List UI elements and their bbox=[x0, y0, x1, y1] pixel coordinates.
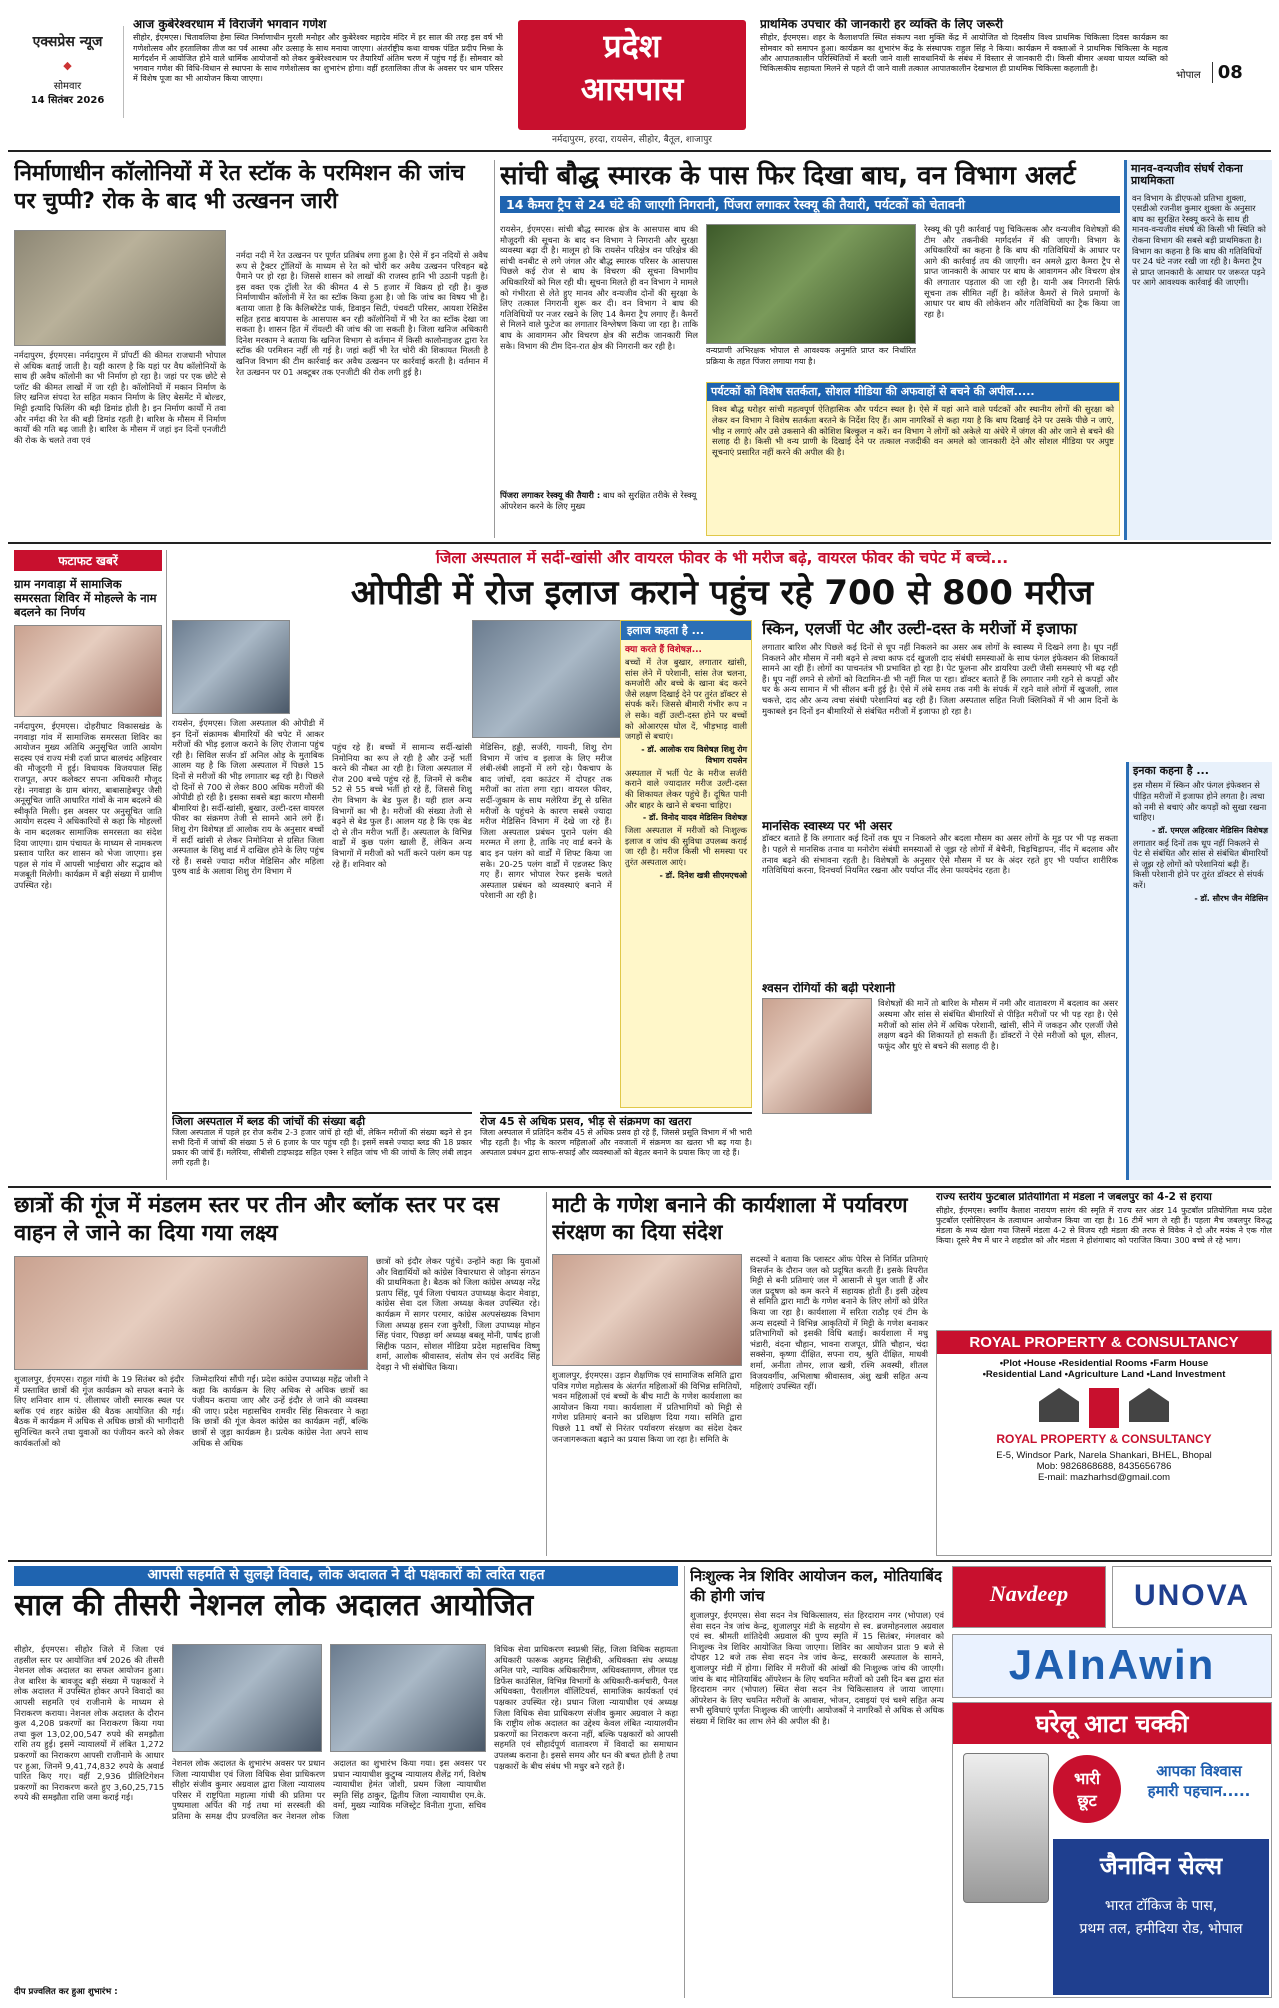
unova-logo: UNOVA bbox=[1133, 1579, 1251, 1612]
resp-section bbox=[762, 982, 1118, 1180]
eye-text: शुजालपुर, ईएमएस। सेवा सदन नेत्र चिकित्सालय, संत हिरदाराम नगर (भोपाल) एवं सेवा सदन नेत्र जांच केन्द्र, शुजालपुर मंडी के सहयोग से स्व. ब्रजमोहनलाल अग्रवाल एवं स्व. श्रीमती शांतिदेवी अग्रवाल की पुण्य स्मृति में 15 सितंबर, मंगलवार को निःशुल्क नेत्र शिविर आयोजित किया जाएगा। शिविर का आयोजन प्रातः 9 बजे से दोपहर 12 बजे तक सेवा सदन नेत्र जांच केन्द्र, सरकारी अस्पताल के सामने, शुजालपुर मंडी में होगा। शिविर में मरीजों की आंखों की निःशुल्क जांच की जाएगी। जांच के बाद मोतियाबिंद ऑपरेशन के लिए चयनित मरीजों को उसी दिन बस द्वारा संत हिरदाराम नगर (भोपाल) स्थित सेवा सदन नेत्र चिकित्सालय ले जाया जाएगा। ऑपरेशन के लिए चयनित मरीजों के आवास, भोजन, दवाइयां एवं चश्मे सहित अन्य सभी सुविधाएं पूर्णतः निःशुल्क की जाएंगी। आयोजकों ने नागरिकों से अधिक से अधिक संख्या में शिविर का लाभ लेने की अपील की है। bbox=[690, 1610, 944, 1726]
hospital-doctor-text-1: बच्चों में तेज बुखार, लगातार खांसी, सांस लेने में परेशानी, सांस तेज चलना, कमजोरी और बच्चे के खाना बंद करने जैसे लक्षण दिखाई देने पर तुरंत डॉक्टर से संपर्क करें। जिससे बीमारी गंभीर रूप न ले सके। वहीं उल्टी-दस्त होने पर बच्चों को ओआरएस घोल दें, भीड़भाड़ वाली जगहों से बचाएं। bbox=[625, 657, 747, 742]
section-divider-2 bbox=[8, 542, 1271, 544]
property-ad-name2: ROYAL PROPERTY & CONSULTANCY bbox=[996, 1432, 1212, 1446]
sand-text-col2: नर्मदा नदी में रेत उत्खनन पर पूर्णत प्रतिबंध लगा हुआ है। ऐसे में इन नदियों से अवैध रूप से ट्रैक्टर ट्रॉलियों के माध्यम से रेत को चोरी कर अवैध उत्खनन परिवहन बढ़े पैमाने पर हो रहा है। जिससे शासन को लाखों की राजस्व हानि भी उठानी पड़ती है। इस वक्त एक ट्रॉली रेत की कीमत 4 से 5 हजार में विक्रय हो रही है। कुछ निर्माणाधीन कॉलोनी में रेत का स्टॉक किया हुआ है। जो कि जांच का विषय भी है। बताया जाता है कि कैलिबरेटेड पार्क, डिवाइन सिटी, पंचवटी परिसर, आयशा रेसिडेंस सहित हराड बायपास के आसपास बन रही कॉलोनियों में भी रेत का स्टॉक देखा जा सकता है। शासन हित में रॉयल्टी की जांच की जा सकती है। जिला खनिज अधिकारी दिनेश मरकाम ने बताया कि खनिज विभाग से वर्तमान में किसी कालोनाइजर द्वारा रेत स्टॉक की परमिशन नहीं ली गई है। जहां कहीं भी रेत चोरी की शिकायत मिलती है खनिज विभाग की टीम कार्रवाई कर अवैध उत्खनन पर कार्रवाई करती है। वर्तमान में रेत उत्खनन पर 01 अक्टूबर तक एनजीटी की रोक लगी हुई है। bbox=[236, 250, 488, 377]
lokadalat-photo-2 bbox=[330, 1644, 486, 1752]
tiger-rescue-title: पिंजरा लगाकर रेस्क्यू की तैयारी : bbox=[500, 490, 601, 500]
jainawin-ad bbox=[952, 1634, 1272, 1698]
hospital-doctor-box-title: इलाज कहता है ... bbox=[621, 621, 751, 640]
property-ad-name: ROYAL PROPERTY & CONSULTANCY bbox=[937, 1331, 1271, 1354]
skin-side-doc-1: - डॉ. एमएल अहिरवार मेडिसिन विशेषज्ञ bbox=[1152, 825, 1268, 835]
blood-text: जिला अस्पताल में पहले हर रोज करीब 2-3 हजार जांचें हो रही थीं, लेकिन मरीजों की संख्या बढ़ने से इन सभी दिनों में जांचों की संख्या 5 से 6 हजार के पार पहुंच रही है। इसमें सबसे ज्यादा ब्लड की 18 प्रकार प्रकार की जांचें हैं। मलेरिया, सीबीसी टाइफाइड सहित एक्स रे सहित जांच भी की जांचों के लिए लंबी लाइन लगी रहती है। bbox=[172, 1128, 472, 1167]
tiger-subhead: 14 कैमरा ट्रैप से 24 घंटे की जाएगी निगरानी, पिंजरा लगाकर रेस्क्यू की तैयारी, पर्यटकों को चेतावनी bbox=[500, 196, 1120, 213]
fatafat-text: नर्मदापुरम, ईएमएस। दोहरीघाट विकासखंड के नगवाड़ा गांव में सामाजिक समरसता शिविर का आयोजन मुख्य अतिथि अनुसूचित जाति आयोग सदस्य एवं राज्य मंत्री दर्जा प्राप्त बालचंद अहिरवार की मौजूदगी में हुई। विधायक विजयपाल सिंह राजपूत, अपर कलेक्टर सपना अधिकारी मौजूद रहे। नगवाड़ा के ग्राम बांगरा, बाबासाहेबपुर जैसी अनूसूचित जाति आधारित गांवों के नाम बदलने की स्वीकृति मिली। इस अवसर पर अनुसूचित जाति आयोग सदस्य ने अधिकारियों से कहा कि मोहल्लों के नाम बदलकर सामाजिक समरसता का संदेश दिया जाएगा। ग्राम पंचायत के माध्यम से नामकरण प्रस्ताव पारित कर शासन को भेजा जाएगा। इस पहल से गांव में आपसी भाईचारा और सद्भाव को मजबूती मिलेगी। कार्यक्रम में बड़ी संख्या में ग्रामीण उपस्थित रहे। bbox=[14, 721, 162, 890]
tiger-alert-box bbox=[706, 382, 1120, 536]
trust-line-2: हमारी पहचान..... bbox=[1147, 1782, 1251, 1800]
trust-line bbox=[1129, 1761, 1269, 1821]
students-text-col1: शुजालपुर, ईएमएस। राहुल गांधी के 19 सितंबर को इंदौर में प्रस्तावित छात्रों की गूंज कार्यक्रम को सफल बनाने के लिए शनिवार शाम पं. लीलाधर जोशी स्मारक स्थल पर ब्लॉक एवं शहर कांग्रेस की बैठक आयोजित की गई। बैठक में कार्यक्रम में अधिक से अधिक छात्रों की भागीदारी सुनिश्चित करने तथा युवाओं का पंजीयन करने को लेकर कार्यकर्ताओं को bbox=[14, 1374, 184, 1448]
blood-box bbox=[172, 1112, 472, 1180]
top-right-brief bbox=[760, 18, 1168, 130]
col-divider-3 bbox=[166, 550, 167, 1180]
property-ad-line1: •Plot •House •Residential Rooms •Farm House bbox=[999, 1358, 1209, 1369]
hospital-kicker: जिला अस्पताल में सर्दी-खांसी और वायरल फीवर के भी मरीज बढ़े, वायरल फीवर की चपेट में बच्चे... bbox=[435, 550, 1009, 567]
fatafat-photo bbox=[14, 625, 162, 717]
football-text: सीहोर, ईएमएस। स्वर्गीय कैलाश नारायण सारंग की स्मृति में राज्य स्तर अंडर 14 फुटबॉल प्रतियोगिता मध्य प्रदेश फुटबॉल एसोसिएशन के तत्वाधान आयोजन किया जा रहा है। 16 टीमें भाग ले रही हैं। पहला मैच जबलपुर विरुद्ध मंडला के मध्य खेला गया जिसमें मंडला 4-2 से विजय रही मंडला की तरफ से विवेक ने दो और मयंक ने एक गोल किया। दूसरे मैच में धार ने शहडोल को और मंडला ने होशंगाबाद को पराजित किया। 300 बच्चे ले रहे भाग। bbox=[936, 1205, 1272, 1245]
hospital-story bbox=[172, 550, 1272, 1182]
paper-name: एक्सप्रेस न्यूज bbox=[32, 34, 103, 50]
issue-date: 14 सितंबर 2026 bbox=[30, 95, 105, 106]
students-story bbox=[14, 1192, 540, 1558]
diamond-icon: ◆ bbox=[63, 59, 72, 72]
masthead bbox=[0, 0, 1279, 148]
hospital-doctor-text-3: जिला अस्पताल में मरीजों को निःशुल्क इलाज व जांच की सुविधा उपलब्ध कराई जा रही है। मरीज किसी भी समस्या पर तुरंत अस्पताल आएं। bbox=[625, 825, 747, 867]
sand-text-col1: नर्मदापुरम, ईएमएस। नर्मदापुरम में प्रॉपर्टी की कीमत राजधानी भोपाल से अधिक बताई जाती है। यही कारण है कि यहां पर वैध कॉलोनियों के साथ ही अवैध कॉलोनी का भी निर्माण हो रहा है। जहां पर एक छोटे से प्लॉट की कीमत लाखों में जा रही है। कॉलोनियों में मकान निर्माण के लिए खनिज संपदा रेत सहित मकान निर्माण के लिए बेसमेंट में बोल्डर, मिट्टी इत्यादि फिलिंग की बड़ी डिमांड होती है। इन निर्माण कार्यों में तवा और नर्मदा की रेत की बड़ी डिमांड रहती है। बारिश के मौसम में निर्माण कार्यों की गति बढ़ जाती है। बारिश के मौसम में जहां इन दिनों एनजीटी की रोक के चलते तवा एवं bbox=[14, 350, 226, 445]
sand-story bbox=[14, 160, 490, 540]
fatafat-title: ग्राम नगवाड़ा में सामाजिक समरसता शिविर में मोहल्ले के नाम बदलने का निर्णय bbox=[14, 577, 157, 619]
trust-line-1: आपका विश्वास bbox=[1156, 1762, 1242, 1780]
football-brief bbox=[936, 1192, 1272, 1326]
tiger-headline: सांची बौद्ध स्मारक के पास फिर दिखा बाघ, वन विभाग अलर्ट bbox=[500, 161, 1076, 191]
skin-side-title: इनका कहना है ... bbox=[1133, 764, 1209, 777]
sales-name: जैनाविन सेल्स bbox=[1099, 1852, 1223, 1880]
skin-headline: स्किन, एलर्जी पेट और उल्टी-दस्त के मरीजों में इजाफा bbox=[762, 620, 1077, 638]
property-ad-line2: •Residential Land •Agriculture Land •Land Investment bbox=[982, 1369, 1226, 1380]
lokadalat-sub-head: दीप प्रज्वलित कर हुआ शुभारंभ : bbox=[14, 1987, 118, 1997]
property-ad bbox=[936, 1330, 1272, 1556]
property-ad-mob: Mob: 9826868688, 8435656786 bbox=[1036, 1461, 1172, 1472]
sales-addr-1: भारत टॉकिज के पास, bbox=[1104, 1898, 1218, 1914]
tiger-rescue bbox=[500, 490, 698, 538]
blood-title: जिला अस्पताल में ब्लड की जांचों की संख्या बढ़ी bbox=[172, 1115, 366, 1128]
hospital-doctor-box bbox=[620, 620, 752, 1108]
ganesh-photo bbox=[552, 1254, 742, 1366]
hospital-headline: ओपीडी में रोज इलाज कराने पहुंच रहे 700 से 800 मरीज bbox=[350, 573, 1094, 614]
mental-section bbox=[762, 820, 1118, 980]
hospital-doctor-2: - डॉ. विनोद यादव मेडिसिन विशेषज्ञ bbox=[642, 813, 747, 823]
lokadalat-kicker: आपसी सहमति से सुलझे विवाद, लोक अदालत ने दी पक्षकारों को त्वरित राहत bbox=[14, 1566, 678, 1586]
property-ad-address: E-5, Windsor Park, Narela Shankari, BHEL, Bhopal bbox=[996, 1450, 1212, 1461]
chakki-ad bbox=[952, 1702, 1272, 1998]
delivery-box bbox=[480, 1112, 752, 1180]
mental-text: डॉक्टर बताते हैं कि लगातार कई दिनों तक धूप न निकलने और बदला मौसम का असर लोगों के मूड पर भी पड़ सकता है। पहले से मानसिक तनाव या मनोरोग संबंधी समस्याओं से जूझ रहे लोगों में बेचैनी, चिड़चिड़ापन, नींद में बदलाव और तनाव बढ़ने की संभावना रहती है। विशेषज्ञों के अनुसार ऐसे मौसम में घर के अंदर रहते हुए भी पर्याप्त शारीरिक गतिविधियां करना, दिनचर्या नियमित रखना और पर्याप्त नींद लेना फायदेमंद रहता है। bbox=[762, 833, 1118, 876]
conflict-box bbox=[1124, 160, 1272, 540]
sand-headline: निर्माणाधीन कॉलोनियों में रेत स्टॉक के परमिशन की जांच पर चुप्पी? रोक के बाद भी उत्खनन जारी bbox=[14, 161, 465, 214]
section-divider-4 bbox=[8, 1560, 1271, 1562]
fatafat-column bbox=[14, 550, 162, 1182]
page-info bbox=[1176, 62, 1272, 92]
skin-text: लगातार बारिश और पिछले कई दिनों से धूप नहीं निकलने का असर अब लोगों के स्वास्थ्य में दिखने लगा है। धूप नहीं निकलने और मौसम में नमी बढ़ने से त्वचा काफ दर्द खुजली दाद संबंधी समस्याओं के साथ फंगल इंफेक्शन की शिकायतें सामने आ रही हैं। लोगों का पाचनतंत्र भी प्रभावित हो रहा है। पेट फूलना और डायरिया उल्टी जैसी समस्याएं भी बढ़ रही हैं। धूप नहीं लगने से लोगों को विटामिन-डी भी नहीं मिल पा रहा। डॉक्टर बताते हैं कि लगातार नमी रहने से कपड़ों और घर के अन्य सामान में भी सीलन बनी हुई है। ऐसे में लंबे समय तक नमी के संपर्क में रहने वाले लोगों में खुजली, लाल चकत्ते, दाद और अन्य त्वचा संबंधी परेशानियां बढ़ रही हैं। जिला अस्पताल सहित निजी क्लिनिकों में भी आम दिनों के मुकाबले इन दिनों इन बीमारियों से संबंधित मरीजों में इजाफा हो रहा है। bbox=[762, 642, 1118, 716]
hospital-doctor-box-q: क्या करते हैं विशेषज्ञ... bbox=[625, 645, 702, 655]
section-districts: नर्मदापुरम, हरदा, रायसेन, सीहोर, बैतूल, शाजापुर bbox=[552, 135, 712, 145]
lokadalat-sub-text: नेशनल लोक अदालत के शुभारंभ अवसर पर प्रधान जिला न्यायाधीश एवं जिला विधिक सेवा प्राधिकरण सीहोर संजीव कुमार अग्रवाल द्वारा जिला न्यायालय परिसर में राष्ट्रपिता महात्मा गांधी की प्रतिमा पर पुष्पमाला अर्पित की गई तथा मां सरस्वती की प्रतिमा के समक्ष दीप प्रज्वलित कर नेशनल लोक अदालत का शुभारंभ किया गया। इस अवसर पर प्रधान न्यायाधीश कुटुम्ब न्यायालय शैलेंद्र गर्ग, विशेष न्यायाधीश हेमंत जोशी, प्रथम जिला न्यायाधीश स्मृति सिंह ठाकुर, द्वितीय जिला न्यायाधीश एम.के. वर्मा, मुख्य न्यायिक मजिस्ट्रेट विनीता गुप्ता, सचिव जिला bbox=[172, 1758, 486, 1821]
sales-block bbox=[1053, 1839, 1269, 1995]
resp-title: श्वसन रोगियों की बढ़ी परेशानी bbox=[762, 982, 896, 995]
col-divider-1 bbox=[494, 160, 495, 538]
delivery-text: जिला अस्पताल में प्रतिदिन करीब 45 से अधिक प्रसव हो रहे हैं, जिससे प्रसूति विभाग में भी भारी भीड़ रहती है। भीड़ के कारण महिलाओं और नवजातों में संक्रमण का खतरा भी बढ़ गया है। अस्पताल प्रबंधन द्वारा साफ-सफाई और व्यवस्थाओं को बेहतर बनाने के प्रयास किए जा रहे हैं। bbox=[480, 1128, 752, 1157]
tiger-alert-text: विश्व बौद्ध धरोहर सांची महत्वपूर्ण ऐतिहासिक और पर्यटन स्थल है। ऐसे में यहां आने वाले पर्यटकों और स्थानीय लोगों की सुरक्षा को लेकर वन विभाग ने विशेष सतर्कता बरतने के निर्देश दिए हैं। आम नागरिकों से कहा गया है कि बाघ दिखाई देने पर उसके पीछे न जाएं, भीड़ न लगाएं और उसे उकसाने की कोशिश बिल्कुल न करें। वन विभाग ने लोगों को अकेले या अंधेरे में जंगल की ओर जाने से बचने की सलाह दी है। किसी भी वन्य प्राणी के दिखाई देने पर तत्काल नजदीकी वन अमले को जानकारी देने और सोशल मीडिया पर अपुष्ट सूचनाएं प्रसारित नहीं करने की अपील की है। bbox=[712, 404, 1114, 457]
students-text-col3: छात्रों को इंदौर लेकर पहुंचें। उन्होंने कहा कि युवाओं और विद्यार्थियों को कांग्रेस विचारधारा से जोड़ना संगठन की प्राथमिकता है। बैठक को जिला कांग्रेस अध्यक्ष नरेंद्र प्रताप सिंह, पूर्व जिला पंचायत उपाध्यक्ष केदार मेवाड़ा, कांग्रेस सेवा दल जिला अध्यक्ष केवल उपस्थित रहे। कार्यक्रम में सागर परमार, कांग्रेस अल्पसंख्यक विभाग जिला अध्यक्ष हसन रजा कुरैशी, जिला उपाध्यक्ष मोहन सिंह पंवार, पिछड़ा वर्ग अध्यक्ष बबलू मोनी, पार्षद हाजी सिद्दीक पठान, सोशल मीडिया प्रदेश महासचिव विष्णु शर्मा, आलोक श्रीवास्तव, संतोष सेन एवं अरविंद सिंह देवड़ा ने भी संबोधित किया। bbox=[376, 1256, 540, 1372]
chakki-title: घरेलू आटा चक्की bbox=[953, 1703, 1271, 1744]
building-icon bbox=[937, 1388, 1271, 1428]
delivery-title: रोज 45 से अधिक प्रसव, भीड़ से संक्रमण का खतरा bbox=[480, 1115, 692, 1128]
tiger-rescue-text: बाघ को सुरक्षित तरीके से रेस्क्यू ऑपरेशन करने के लिए मुख्य bbox=[500, 490, 697, 511]
hospital-text-col1: रायसेन, ईएमएस। जिला अस्पताल की ओपीडी में इन दिनों संक्रामक बीमारियों की चपेट में आकर मरीजों की भीड़ इलाज कराने के लिए रोजाना पहुंच रही है। सिविल सर्जन डॉ अनिल ओड़ के मुताबिक आलम यह है कि जिला अस्पताल में पिछले 15 दिनों से मरीजों की भीड़ लगातार बढ़ रही है। पिछले दो दिनों से 700 से लेकर 800 अधिक मरीजों की ओपीडी हो रही है। इसका सबसे बड़ा कारण मौसमी बीमारियां है। सर्दी-खांसी, बुखार, उल्टी-दस्त वायरल फीवर का संक्रमण तेजी से सामने आने लगे हैं। शिशु रोग विशेषज्ञ डॉ आलोक राय के अनुसार बच्चों में सर्दी खांसी से लेकर निमोनिया से ग्रसित जिला अस्पताल के शिशु वार्ड में दाखिल होने के लिए पहुंच रहे हैं। सबसे ज्यादा मरीज मेडिसिन और महिला पुरुष वार्ड के अलावा शिशु रोग विभाग में bbox=[172, 718, 324, 877]
discount-word-1: भारी bbox=[1073, 1769, 1101, 1788]
fatafat-label: फटाफट खबरें bbox=[14, 550, 162, 571]
lokadalat-photo-1 bbox=[172, 1644, 322, 1752]
skin-side-text-2: लगातार कई दिनों तक धूप नहीं निकलने से पेट से संबंधित और सांस से संबंधित बीमारियों से जूझ रहे लोगों को परेशानियां बढ़ी हैं। किसी परेशानी होने पर तुरंत डॉक्टर से संपर्क करें। bbox=[1133, 837, 1268, 891]
tiger-alert-title: पर्यटकों को विशेष सतर्कता, सोशल मीडिया की अफवाहों से बचने की अपील..... bbox=[707, 383, 1119, 401]
section-divider-3 bbox=[8, 1186, 1271, 1188]
skin-side-doc-2: - डॉ. सौरभ जैन मेडिसिन bbox=[1194, 893, 1268, 903]
lokadalat-story bbox=[14, 1566, 678, 2000]
top-right-title: प्राथमिक उपचार की जानकारी हर व्यक्ति के लिए जरूरी bbox=[760, 18, 1003, 31]
city: भोपाल bbox=[1176, 70, 1201, 81]
lokadalat-text-col3: विधिक सेवा प्राधिकरण स्वप्नश्री सिंह, जिला विधिक सहायता अधिकारी फारूक अहमद सिद्दीकी, अधिवक्ता संघ अध्यक्ष अनिल पारे, न्यायिक अधिकारीगण, अधिवक्तागण, लीगल एड डिफेंस काउंसिल, विभिन्न विभागों के अधिकारी-कर्मचारी, पैनल अधिवक्ता, पैरालीगल वॉलिंटियर्स, सामाजिक कार्यकर्ता एवं पक्षकार उपस्थित रहे। प्रधान जिला न्यायाधीश एवं अध्यक्ष जिला विधिक सेवा प्राधिकरण संजीव कुमार अग्रवाल ने कहा कि राष्ट्रीय लोक अदालत का उद्देश्य केवल लंबित न्यायालयीन प्रकरणों का निराकरण करना नहीं, बल्कि पक्षकारों को आपसी सहमति एवं सौहार्दपूर्ण वातावरण में विवादों का समाधान उपलब्ध कराना है। इससे समय और धन की बचत होती है तथा पक्षकारों के बीच संबंध भी मधुर बने रहते हैं। bbox=[494, 1644, 678, 1771]
ganesh-text-col2: सदस्यों ने बताया कि प्लास्टर ऑफ पेरिस से निर्मित प्रतिमाएं विसर्जन के दौरान जल को प्रदूषित करती हैं। इसके विपरीत मिट्टी से बनी प्रतिमाएं जल में आसानी से घुल जाती हैं और जल प्रदूषण को कम करने में सहायक होती हैं। इसी उद्देश्य से समिति द्वारा माटी के गणेश बनाने के लिए लोगों को प्रेरित किया जा रहा है। कार्यशाला में सरिता राठौड़ एवं टीम के अन्य सदस्यों ने विभिन्न आकृतियों में मिट्टी के गणेश बनाकर प्रतिभागियों को इसकी विधि बताई। कार्यशाला में मधु भंडारी, वंदना चौहान, भावना राजपूत, प्रीति चौहान, चंदा सक्सेना, कृष्णा दीक्षित, सपना राय, श्रुति दीक्षित, माधवी शर्मा, अनीता तोमर, लाज खत्री, रश्मि अवस्थी, शीतल विजयवर्गीय, अभिलाषा श्रीवास्तव, अंशु खत्री सहित अन्य महिलाएं उपस्थित रहीं। bbox=[750, 1254, 928, 1392]
tiger-text-col1: रायसेन, ईएमएस। सांची बौद्ध स्मारक क्षेत्र के आसपास बाघ की मौजूदगी की सूचना के बाद वन विभाग ने निगरानी और सुरक्षा व्यवस्था बढ़ा दी है। मालूम हो कि रायसेन परिक्षेत्र वन परिक्षेत्र की सांची वनबीट से लगे जंगल और बौद्ध स्मारक परिसर के आसपास पिछले कई रोज से बाघ के विचरण की सूचना विभागीय अधिकारियों को मिल रही थी। सूचना मिलते ही वन विभाग ने मामले को गंभीरता से लेते हुए मानव और वन्यजीव दोनों की सुरक्षा के लिए तत्काल निगरानी शुरू कर दी। वन विभाग ने बाघ की गतिविधियों पर नजर रखने के लिए 14 कैमरा ट्रैप लगाए हैं। कैमरों से मिलने वाले फुटेज का लगातार विश्लेषण किया जा रहा है। ताकि बाघ के आवागमन और विचरण क्षेत्र की सटीक जानकारी मिल सके। विभाग की टीम दिन-रात क्षेत्र की निगरानी कर रही है। bbox=[500, 224, 698, 351]
navdeep-ad bbox=[952, 1566, 1106, 1628]
top-left-title: आज कुबेरेश्वरधाम में विराजेंगे भगवान गणेश bbox=[133, 18, 327, 31]
discount-badge bbox=[1053, 1755, 1121, 1823]
section-line2: आसपास bbox=[580, 70, 684, 108]
mill-icon bbox=[963, 1753, 1049, 1903]
hospital-doctor-text-2: अस्पताल में भर्ती पेट के मरीज सर्जरी कराने वाले ज्यादातर मरीज उल्टी-दस्त की शिकायत लेकर पहुंचे हैं। दूषित पानी और बाहर के खाने से बचना चाहिए। bbox=[625, 767, 747, 810]
skin-side-text-1: इस मौसम में स्किन और फंगल इंफेक्शन से पीड़ित मरीजों में इजाफा होने लगता है। त्वचा को नमी से बचाएं और कपड़ों को सुखा रखना चाहिए। bbox=[1133, 780, 1267, 823]
masthead-divider bbox=[8, 150, 1271, 152]
col-divider-4 bbox=[546, 1192, 547, 1556]
mental-title: मानसिक स्वास्थ्य पर भी असर bbox=[762, 820, 893, 833]
skin-side-box bbox=[1126, 762, 1272, 1180]
tiger-text-col3: रेस्क्यू की पूरी कार्रवाई पशु चिकित्सक और वन्यजीव विशेषज्ञों की टीम और तकनीकी मार्गदर्शन में की जाएगी। विभाग के अधिकारियों का कहना है कि बाघ की गतिविधियों के आधार पर आगे की कार्रवाई तय की जाएगी। वन अमले द्वारा कैमरा ट्रैप से प्राप्त जानकारी के आधार पर बाघ के आवागमन और विचरण क्षेत्र की लगातार पड़ताल की जा रही है। यानी अब निगरानी सिर्फ सूचना तक सीमित नहीं है। कॉलेज कैमरों से मिले प्रमाणों के आधार पर बाघ की लोकेशन और गतिविधियों का ट्रैक किया जा रहा है। bbox=[924, 224, 1120, 319]
tiger-cage-photo bbox=[706, 224, 916, 344]
top-left-brief bbox=[133, 18, 503, 130]
lokadalat-text-col1: सीहोर, ईएमएस। सीहोर जिले में जिला एवं तहसील स्तर पर आयोजित वर्ष 2026 की तीसरी नेशनल लोक अदालत का सफल आयोजन हुआ। तेज बारिश के बावजूद बड़ी संख्या में पक्षकारों ने लोक अदालत में उपस्थित होकर अपने विवादों का आपसी सहमति एवं राजीनामे के माध्यम से निराकरण कराया। नेशनल लोक अदालत के दौरान कुल 4,208 प्रकरणों का निराकरण किया गया तथा कुल 13,02,00,547 रुपये की समझौता राशि तय हुई। इसमें न्यायालयों में लंबित 1,272 प्रकरणों का निराकरण आपसी राजीनामे के आधार पर हुआ, जिनमें 9,41,74,832 रुपये के अवार्ड पारित किए गए। वहीं 2,936 प्रीलिटिगेशन प्रकरणों का निराकरण करते हुए 3,60,25,715 रुपये की समझौता राशि जमा कराई गई। bbox=[14, 1644, 164, 1803]
col-divider-5 bbox=[684, 1566, 685, 1998]
sales-addr-2: प्रथम तल, हमीदिया रोड, भोपाल bbox=[1079, 1921, 1243, 1937]
eye-story bbox=[690, 1566, 944, 2000]
top-left-text: सीहोर, ईएमएस। चितावलिया हेमा स्थित निर्माणाधीन मुरली मनोहर और कुबेरेश्वर महादेव मंदिर में हर साल की तरह इस वर्ष भी गणेशोत्सव और हरतालिका तीज का पर्व आस्था और उत्साह के साथ मनाया जाएगा। अंतर्राष्ट्रीय कथा वाचक पंडित प्रदीप मिश्रा के मार्गदर्शन में आयोजित होने वाले धार्मिक आयोजनों को लेकर कुबेरेश्वरधाम पर तैयारियाँ अंतिम चरण में पहुंच गई हैं। सोमवार को भगवान गणेश की विधि-विधान से स्थापना के साथ गणेशोत्सव का शुभारंभ होगा। वहीं हरतालिका तीज के अवसर पर धाम परिसर में विशेष पूजा का भी आयोजन किया जाएगा। bbox=[133, 33, 503, 84]
discount-word-2: छूट bbox=[1077, 1791, 1097, 1810]
hospital-text-col2: पहुंच रहे हैं। बच्चों में सामान्य सर्दी-खांसी निमोनिया का रूप ले रही है और उन्हें भर्ती करने की नौबत आ रही है। जिला अस्पताल में रोज 200 बच्चे पहुंच रहे हैं, जिनमें से करीब 52 से 55 बच्चे भर्ती हो रहे हैं, जिससे शिशु रोग विभाग के बेड फुल हैं। यही हाल अन्य विभागों का भी है। मरीजों की संख्या तेजी से बढ़ने से बेड फुल हैं। आलम यह है कि एक बेड दो से तीन मरीज भर्ती हैं। अस्पताल के विभिन्न वार्डों में कुछ पलंग खाली हैं, लेकिन अन्य विभागों में मरीजों को भर्ती करने पलंग कम पड़ रहे हैं। शनिवार को bbox=[332, 742, 472, 869]
lokadalat-headline: साल की तीसरी नेशनल लोक अदालत आयोजित bbox=[14, 1587, 534, 1623]
resp-text: विशेषज्ञों की मानें तो बारिश के मौसम में नमी और वातावरण में बदलाव का असर अस्थमा और सांस से संबंधित बीमारियों से पीड़ित मरीजों पर भी पड़ रहा है। ऐसे मरीजों को सांस लेने में अधिक परेशानी, खांसी, सीने में जकड़न और एलर्जी जैसे लक्षण बढ़ने की शिकायतें हो सकती हैं। डॉक्टरों ने ऐसे मरीजों को धूल, सीलन, फफूंद और धुएं से बचने की सलाह दी है। bbox=[878, 998, 1118, 1051]
students-photo bbox=[14, 1256, 368, 1370]
navdeep-logo: Navdeep bbox=[989, 1581, 1069, 1606]
tiger-photo-caption: वन्यप्राणी अभिरक्षक भोपाल से आवश्यक अनुमति प्राप्त कर निर्धारित प्रक्रिया के तहत पिंजरा लगाया गया है। bbox=[706, 346, 916, 366]
eye-headline: निःशुल्क नेत्र शिविर आयोजन कल, मोतियाबिंद की होगी जांच bbox=[690, 1567, 942, 1605]
resp-photo bbox=[762, 998, 872, 1114]
ganesh-text-col1: शुजालपुर, ईएमएस। उड़ान शैक्षणिक एवं सामाजिक समिति द्वारा पवित्र गणेश महोत्सव के अंतर्गत महिलाओं की विभिन्न समितियों, भवन महिलाओं एवं बच्चों के बीच माटी के गणेश कार्यशाला का आयोजन किया गया। कार्यशाला में प्रतिभागियों को मिट्टी से गणेश प्रतिमाएं बनाने का प्रशिक्षण दिया गया। समिति द्वारा पिछले 11 वर्षों से निरंतर पर्यावरण संरक्षण का संदेश देकर जनजागरूकता बढ़ाने का प्रयास किया जा रहा है। समिति के bbox=[552, 1370, 742, 1444]
sand-photo bbox=[14, 230, 226, 346]
football-title: राज्य स्तरीय फुटबाल प्रतियोगिता में मंडला ने जबलपुर को 4-2 से हराया bbox=[936, 1192, 1212, 1203]
unova-ad bbox=[1112, 1566, 1272, 1628]
property-ad-email: E-mail: mazharhsd@gmail.com bbox=[1037, 1472, 1171, 1483]
skin-story bbox=[762, 620, 1272, 1180]
hospital-text-col3: मेडिसिन, हड्डी, सर्जरी, गायनी, शिशु रोग विभाग में जांच व इलाज के लिए मरीज लंबी-लंबी लाइनों में लगे रहे। पैकचाप के बाद जांचों, दवा काउंटर में दोपहर तक मरीजों का तांता लगा रहा। वायरल फीवर, सर्दी-जुकाम के साथ मलेरिया डेंगू से ग्रसित मरीजों के पहुंचने के कारण सबसे ज्यादा मरीज मेडिसिन विभाग में देखे जा रहे हैं। जिला अस्पताल प्रबंधन पुराने पलंग की मरम्मत में लगा है, ताकि नए वार्ड बनने के बाद इन पलंग को वार्डों में शिफ्ट किया जा सके। 20-25 पलंग वार्डों में एडजस्ट किए गए हैं। सागर भोपाल रेफर इसके चलते अस्पताल प्रबंधन को व्यवस्थाएं बनाने में परेशानी आ रही है। bbox=[480, 742, 612, 901]
conflict-text: वन विभाग के डीएफओ प्रतिभा शुक्ला, एसडीओ रजनीश कुमार शुक्ला के अनुसार बाघ का सुरक्षित रेस्क्यू करने के साथ ही मानव-वन्यजीव संघर्ष की किसी भी स्थिति को रोकना विभाग की सबसे बड़ी प्राथमिकता है। विभाग का कहना है कि बाघ की गतिविधियों पर 24 घंटे नजर रखी जा रही है। कैमरा ट्रैप से प्राप्त जानकारी के आधार पर जरूरत पड़ने पर आगे आवश्यक कार्रवाई की जाएगी। bbox=[1132, 192, 1266, 288]
section-logo bbox=[518, 20, 746, 130]
ganesh-headline: माटी के गणेश बनाने की कार्यशाला में पर्यावरण संरक्षण का दिया संदेश bbox=[552, 1193, 908, 1244]
jainawin-logo: JAInAwin bbox=[1008, 1641, 1216, 1688]
issue-day: सोमवार bbox=[53, 81, 82, 92]
ganesh-story bbox=[552, 1192, 928, 1558]
page-number: 08 bbox=[1212, 62, 1243, 83]
conflict-title: मानव-वन्यजीव संघर्ष रोकना प्राथमिकता bbox=[1131, 162, 1243, 188]
students-headline: छात्रों की गूंज में मंडलम स्तर पर तीन और ब्लॉक स्तर पर दस वाहन ले जाने का दिया गया लक्ष्य bbox=[14, 1193, 500, 1246]
section-line1: प्रदेश bbox=[603, 27, 661, 65]
hospital-photo-1 bbox=[172, 620, 290, 714]
paper-name-box bbox=[12, 26, 124, 118]
hospital-doctor-3: - डॉ. दिनेश खत्री सीएमएचओ bbox=[659, 870, 747, 880]
top-right-text: सीहोर, ईएमएस। शहर के कैलाशपति स्थित संकल्प नशा मुक्ति केंद्र में आयोजित वो दिवसीय विश्व प्राथमिक चिकित्सा दिवस कार्यक्रम का सोमवार को समापन हुआ। कार्यक्रम का शुभारंभ केंद्र के संस्थापक राहुल सिंह ने किया। कार्यक्रम में वक्ताओं ने प्राथमिक चिकित्सा के महत्व और आपातकालीन परिस्थितियों में बरती जाने वाली सावधानियों के संबंध में विस्तार से जानकारी दी। किसी बीमार अथवा घायल व्यक्ति को चिकित्सकीय सहायता मिलने से पहले दी जाने वाली तत्काल आपातकालीन देखभाल ही प्राथमिक चिकित्सा कहलाती है। bbox=[760, 33, 1168, 74]
tiger-story bbox=[500, 160, 1120, 540]
hospital-doctor-1: - डॉ. आलोक राय विशेषज्ञ शिशु रोग विभाग रायसेन bbox=[641, 744, 747, 765]
students-text-col2: जिम्मेदारियां सौंपी गईं। प्रदेश कांग्रेस उपाध्यक्ष महेंद्र जोशी ने कहा कि कार्यक्रम के लिए अधिक से अधिक छात्रों का पंजीयन कराया जाए और उन्हें इंदौर ले जाने की व्यवस्था की जाए। प्रदेश महासचिव रामवीर सिंह सिकरवार ने कहा कि छात्रों की गूंज केवल कांग्रेस का कार्यक्रम नहीं, बल्कि छात्रों से जुड़ा कार्यक्रम है। प्रत्येक कांग्रेस नेता अपने साथ अधिक से अधिक bbox=[192, 1374, 368, 1448]
